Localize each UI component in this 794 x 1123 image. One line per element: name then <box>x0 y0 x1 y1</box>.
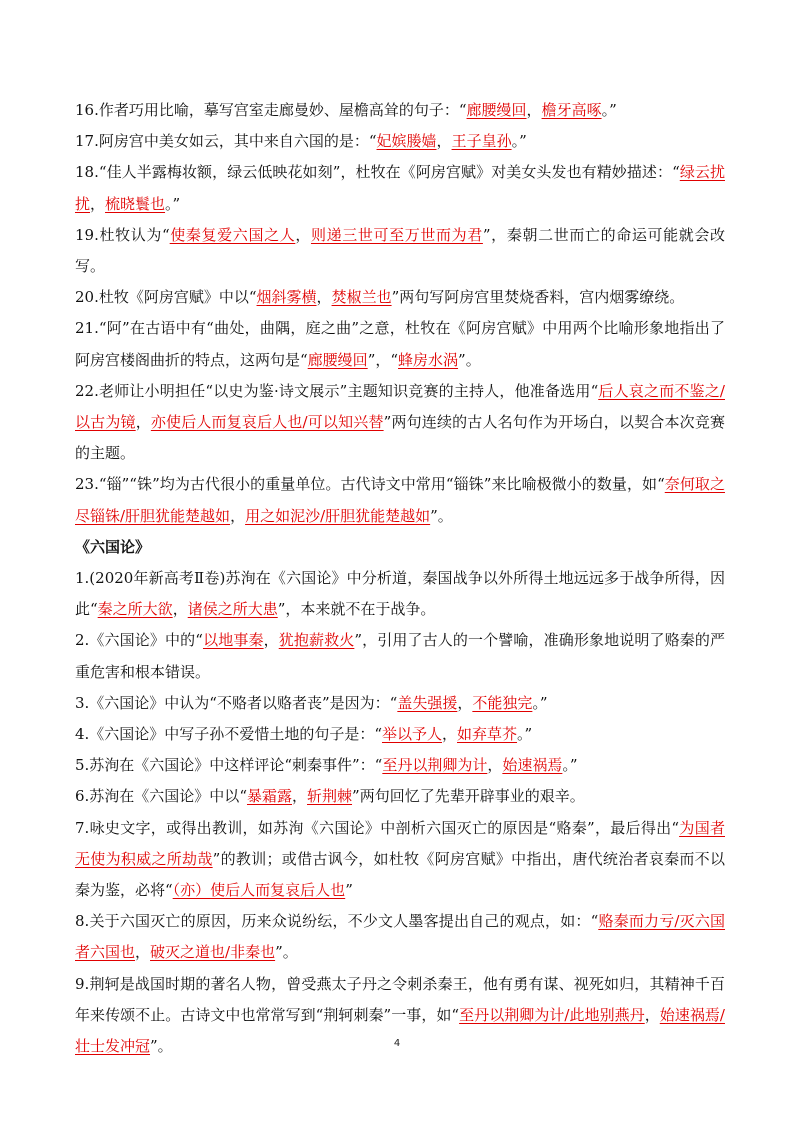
question-text: 。” <box>562 756 578 775</box>
answer-text: （亦）使后人而复哀后人也 <box>172 881 346 900</box>
answer-text: 犹抱薪救火 <box>278 631 355 650</box>
question-text: ， <box>90 194 106 213</box>
answer-text: 举以予人 <box>381 725 442 744</box>
question-item <box>75 625 725 687</box>
answer-text: 烟斜雾横 <box>256 288 317 307</box>
question-item <box>75 376 725 470</box>
question-item <box>75 563 725 625</box>
question-text: ， <box>487 756 503 775</box>
question-text: ， <box>316 288 332 307</box>
answer-text: 诸侯之所大患 <box>187 600 278 619</box>
answer-text: 廊腰缦回 <box>307 350 368 369</box>
answer-text: 王子皇孙 <box>451 132 512 151</box>
question-text: ”，秦朝二世而亡的命运可能就会改写。 <box>75 225 725 276</box>
answer-text: 为国者无使为积威之所劫哉 <box>75 818 725 868</box>
answer-text: 后人哀之而不鉴之/以古为镜 <box>75 381 725 432</box>
question-text: ”。 <box>275 943 298 962</box>
question-item <box>75 750 725 781</box>
question-text: ”。 <box>458 350 481 369</box>
question-text: 7.咏史文字，或得出教训，如苏洵《六国论》中剖析六国灭亡的原因是“赂秦”，最后得出“ <box>75 818 680 837</box>
question-text: ， <box>436 132 452 151</box>
question-text: ” <box>345 881 353 900</box>
answer-text: 至丹以荆卿为计 <box>382 756 488 775</box>
answer-text: 焚椒兰也 <box>331 288 392 307</box>
answer-text: 破灭之道也/非秦也 <box>150 943 276 962</box>
answer-text: 则递三世可至万世而为君 <box>310 225 483 244</box>
answer-text: 暴霜露 <box>246 787 292 806</box>
document-body <box>75 95 725 1062</box>
question-text: ， <box>442 725 458 744</box>
question-text: 19.杜牧认为“ <box>75 225 170 244</box>
answer-text: 盖失强援 <box>397 693 458 712</box>
section-heading <box>75 532 725 563</box>
answer-text: 廊腰缦回 <box>466 101 527 119</box>
question-text: 21.“阿”在古语中有“曲处，曲隅，庭之曲”之意，杜牧在《阿房宫赋》中用两个比喻形象地指出了阿房宫楼阁曲折的特点，这两句是“ <box>75 319 725 369</box>
answer-text: 亦使后人而复哀后人也/可以知兴替 <box>150 413 384 432</box>
question-item <box>75 688 725 719</box>
question-text: ， <box>526 101 542 119</box>
question-text: 5.苏洵在《六国论》中这样评论“刺秦事件”：“ <box>75 756 383 775</box>
question-text: 3.《六国论》中认为“不赂者以赂者丧”是因为：“ <box>75 693 398 712</box>
question-text: ， <box>172 600 188 619</box>
question-item <box>75 95 725 126</box>
question-text: ”，本来就不在于战争。 <box>277 600 436 619</box>
question-item <box>75 157 725 219</box>
answer-text: 始速祸焉 <box>502 756 563 775</box>
question-item <box>75 906 725 968</box>
answer-text: 用之如泥沙/肝胆犹能楚越如 <box>245 506 431 525</box>
question-item <box>75 813 725 907</box>
question-text: 。” <box>532 693 548 712</box>
question-item <box>75 282 725 313</box>
question-text: ， <box>457 693 473 712</box>
question-text: 。” <box>601 101 617 119</box>
question-text: ， <box>295 225 311 244</box>
question-text: 。” <box>511 132 527 151</box>
question-text: 16.作者巧用比喻，摹写宫室走廊曼妙、屋檐高耸的句子：“ <box>75 101 467 119</box>
question-text: 6.苏洵在《六国论》中以“ <box>75 787 247 806</box>
answer-text: 赂秦而力亏/灭六国者六国也 <box>75 912 726 962</box>
question-text: 4.《六国论》中写子孙不爱惜土地的句子是：“ <box>75 725 382 744</box>
question-text: 2.《六国论》中的“ <box>75 631 203 650</box>
question-item <box>75 719 725 750</box>
question-text: ”两句写阿房宫里焚烧香料，宫内烟雾缭绕。 <box>391 288 685 307</box>
question-text: 22.老师让小明担任“以史为鉴·诗文展示”主题知识竞赛的主持人，他准备选用“ <box>75 381 599 400</box>
question-text: ， <box>644 1005 660 1024</box>
answer-text: 奈何取之尽锱铢/肝胆犹能楚越如 <box>75 475 725 525</box>
question-item <box>75 469 725 531</box>
answer-text: 秦之所大欲 <box>97 600 173 619</box>
question-item <box>75 781 725 812</box>
question-text: 23.“锱”“铢”均为古代很小的重量单位。古代诗文中常用“锱铢”来比喻极微小的数量，如“ <box>75 475 665 494</box>
question-text: 8.关于六国灭亡的原因，历来众说纷纭，不少文人墨客提出自己的观点，如：“ <box>75 912 599 931</box>
question-text: ， <box>135 943 151 962</box>
question-text: ”两句回忆了先辈开辟事业的艰辛。 <box>352 787 585 806</box>
question-text: ， <box>292 787 308 806</box>
question-text: ， <box>263 631 279 650</box>
question-item <box>75 313 725 375</box>
answer-text: 妃嫔媵嫱 <box>376 132 437 151</box>
question-text: ”。 <box>150 1037 173 1056</box>
question-text: ”的教训；或借古讽今，如杜牧《阿房宫赋》中指出，唐代统治者哀秦而不以秦为鉴，必将“ <box>75 849 725 900</box>
question-item <box>75 126 725 157</box>
question-text: 《六国论》 <box>75 537 151 556</box>
answer-text: 使秦复爱六国之人 <box>169 225 296 244</box>
question-text: ”。 <box>430 506 453 525</box>
question-text: ， <box>230 506 246 525</box>
answer-text: 至丹以荆卿为计/此地别燕丹 <box>459 1005 645 1024</box>
question-text: 。” <box>517 725 533 744</box>
answer-text: 梳晓鬟也 <box>105 194 166 213</box>
answer-text: 如弃草芥 <box>457 725 518 744</box>
question-text: 18.“佳人半露梅妆额，绿云低映花如刻”，杜牧在《阿房宫赋》对美女头发也有精妙描述：“ <box>75 163 680 182</box>
question-text: ”，引用了古人的一个譬喻，准确形象地说明了赂秦的严重危害和根本错误。 <box>75 631 725 681</box>
answer-text: 不能独完 <box>472 693 533 712</box>
answer-text: 以地事秦 <box>202 631 264 650</box>
answer-text: 始速祸焉/壮士发冲冠 <box>75 1005 725 1056</box>
question-text: ”两句连续的古人名句作为开场白，以契合本次竞赛的主题。 <box>75 413 725 463</box>
page-number: 4 <box>393 1038 401 1049</box>
question-text: 20.杜牧《阿房宫赋》中以“ <box>75 288 257 307</box>
question-text: ， <box>135 413 151 432</box>
question-text: 9.荆轲是战国时期的著名人物，曾受燕太子丹之令刺杀秦王，他有勇有谋、视死如归，其精神千百年来传颂不止。古诗文中也常常写到“荆轲刺秦”一事，如“ <box>75 974 725 1024</box>
answer-text: 斩荆棘 <box>307 787 353 806</box>
answer-text: 檐牙高啄 <box>541 101 602 119</box>
question-text: 17.阿房宫中美女如云，其中来自六国的是：“ <box>75 132 377 151</box>
question-text: ”，“ <box>367 350 399 369</box>
question-text: 1.(2020年新高考Ⅱ卷)苏洵在《六国论》中分析道，秦国战争以外所得土地远远多于战争所得，因此“ <box>75 569 725 619</box>
answer-text: 蜂房水涡 <box>398 350 459 369</box>
answer-text: 绿云扰扰 <box>75 163 725 213</box>
question-item <box>75 220 725 282</box>
question-text: 。” <box>165 194 181 213</box>
